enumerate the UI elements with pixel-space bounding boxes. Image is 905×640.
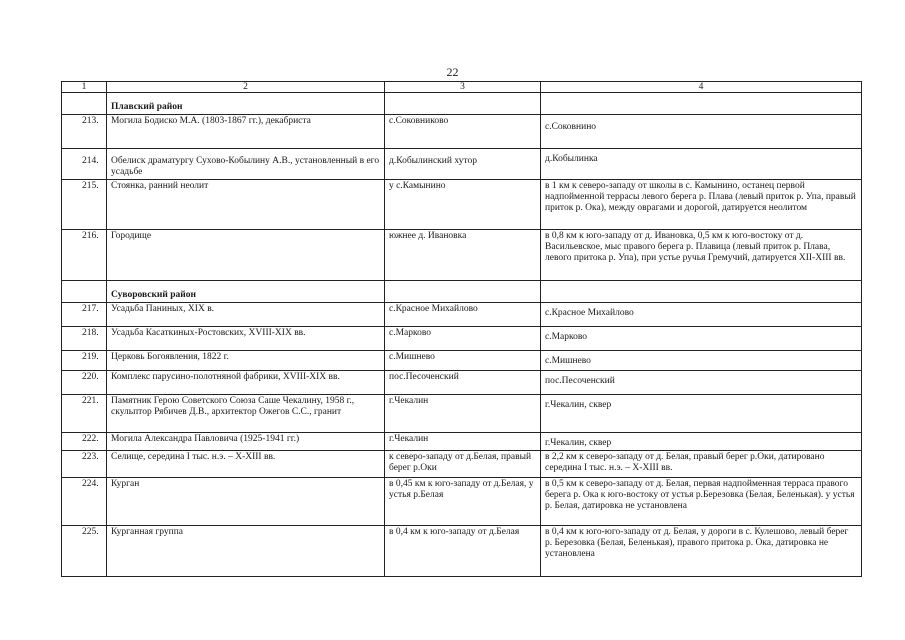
monument-address: д.Кобылинский хутор — [385, 149, 541, 180]
monument-location: пос.Песоченский — [541, 371, 862, 395]
monument-location: с.Красное Михайлово — [541, 303, 862, 327]
district-row — [62, 281, 862, 303]
district-row — [62, 93, 862, 115]
monument-name: Городище — [107, 230, 385, 281]
monument-name: Усадьба Касаткиных-Ростовских, XVIII-XIX вв. — [107, 327, 385, 351]
row-number: 218. — [62, 327, 107, 351]
monument-location: д.Кобылинка — [541, 149, 862, 180]
monument-name: Усадьба Паниных, XIX в. — [107, 303, 385, 327]
monument-address: с.Мишнево — [385, 351, 541, 371]
row-number: 219. — [62, 351, 107, 371]
row-number: 225. — [62, 526, 107, 577]
row-number: 221. — [62, 395, 107, 433]
monument-location: в 0,5 км к северо-западу от д. Белая, первая надпойменная терраса правого берега р. Ока к юго-востоку от устья р.Березовка (Белая, Беленькая). у устья р. Белая, датировка не установлена — [541, 478, 862, 526]
row-number: 216. — [62, 230, 107, 281]
row-number: 215. — [62, 180, 107, 230]
header-col-3: 3 — [385, 82, 541, 93]
district-address-cell — [385, 93, 541, 115]
monument-address: у с.Камынино — [385, 180, 541, 230]
monument-address: с.Марково — [385, 327, 541, 351]
monument-address: в 0,4 км к юго-западу от д.Белая — [385, 526, 541, 577]
table-row — [62, 327, 862, 351]
monument-name: Обелиск драматургу Сухово-Кобылину А.В., установленный в его усадьбе — [107, 149, 385, 180]
monument-location: с.Соковнино — [541, 115, 862, 149]
monument-location: г.Чекалин, сквер — [541, 395, 862, 433]
district-location-cell — [541, 93, 862, 115]
monument-address: к северо-западу от д.Белая, правый берег р.Оки — [385, 451, 541, 478]
header-col-4: 4 — [541, 82, 862, 93]
table-row — [62, 303, 862, 327]
table-row — [62, 351, 862, 371]
table-row — [62, 180, 862, 230]
monument-name: Могила Александра Павловича (1925-1941 гг.) — [107, 433, 385, 451]
header-col-1: 1 — [62, 82, 107, 93]
monument-name: Курганная группа — [107, 526, 385, 577]
row-number: 224. — [62, 478, 107, 526]
monument-location: в 1 км к северо-западу от школы в с. Камынино, останец первой надпойменной террасы левого берега р. Плава (левый приток р. Упа, правый приток р. Ока), между оврагами и дорогой, датируется неолитом — [541, 180, 862, 230]
row-number: 217. — [62, 303, 107, 327]
monument-address: пос.Песоченский — [385, 371, 541, 395]
header-col-2: 2 — [107, 82, 385, 93]
monument-location: в 0,8 км к юго-западу от д. Ивановка, 0,5 км к юго-востоку от д. Васильевское, мыс правого берега р. Плавица (левый приток р. Плава, левого притока р. Упа), при устье ручья Гремучий, датируется XII-XIII вв. — [541, 230, 862, 281]
monument-address: г.Чекалин — [385, 433, 541, 451]
monument-address: с.Красное Михайлово — [385, 303, 541, 327]
page-number: 22 — [446, 65, 459, 79]
district-address-cell — [385, 281, 541, 303]
table-row — [62, 115, 862, 149]
row-number: 213. — [62, 115, 107, 149]
district-name: Суворовский район — [107, 281, 385, 303]
table-row — [62, 526, 862, 577]
monument-address: южнее д. Ивановка — [385, 230, 541, 281]
table-header — [62, 82, 862, 93]
table-row — [62, 433, 862, 451]
table-row — [62, 395, 862, 433]
monument-location: г.Чекалин, сквер — [541, 433, 862, 451]
monument-name: Церковь Богоявления, 1822 г. — [107, 351, 385, 371]
monument-name: Памятник Герою Советского Союза Саше Чекалину, 1958 г., скульптор Рябичев Д.В., архитектор Ожегов С.С., гранит — [107, 395, 385, 433]
row-number: 223. — [62, 451, 107, 478]
table-row — [62, 230, 862, 281]
monuments-table — [61, 81, 862, 577]
monument-name: Курган — [107, 478, 385, 526]
row-number: 220. — [62, 371, 107, 395]
district-location-cell — [541, 281, 862, 303]
table-row — [62, 149, 862, 180]
monument-name: Комплекс парусино-полотняной фабрики, XVIII-XIX вв. — [107, 371, 385, 395]
table-row — [62, 451, 862, 478]
district-num-cell — [62, 93, 107, 115]
monument-location: с.Мишнево — [541, 351, 862, 371]
row-number: 222. — [62, 433, 107, 451]
monument-location: с.Марково — [541, 327, 862, 351]
monument-location: в 2,2 км к северо-западу от д. Белая, правый берег р.Оки, датировано середина I тыс. н.э. – X-XIII вв. — [541, 451, 862, 478]
table-row — [62, 478, 862, 526]
table-body — [62, 93, 862, 577]
district-name: Плавский район — [107, 93, 385, 115]
monument-address: г.Чекалин — [385, 395, 541, 433]
monument-name: Могила Бодиско М.А. (1803-1867 гг.), декабриста — [107, 115, 385, 149]
monument-location: в 0,4 км к юго-юго-западу от д. Белая, у дороги в с. Кулешово, левый берег р. Березовка (Белая, Беленькая), правого притока р. Ока, датировка не установлена — [541, 526, 862, 577]
district-num-cell — [62, 281, 107, 303]
row-number: 214. — [62, 149, 107, 180]
header-row — [62, 82, 862, 93]
monument-address: с.Соковниково — [385, 115, 541, 149]
monument-address: в 0,45 км к юго-западу от д.Белая, у устья р.Белая — [385, 478, 541, 526]
monument-name: Стоянка, ранний неолит — [107, 180, 385, 230]
monument-name: Селище, середина I тыс. н.э. – X-XIII вв. — [107, 451, 385, 478]
table-row — [62, 371, 862, 395]
